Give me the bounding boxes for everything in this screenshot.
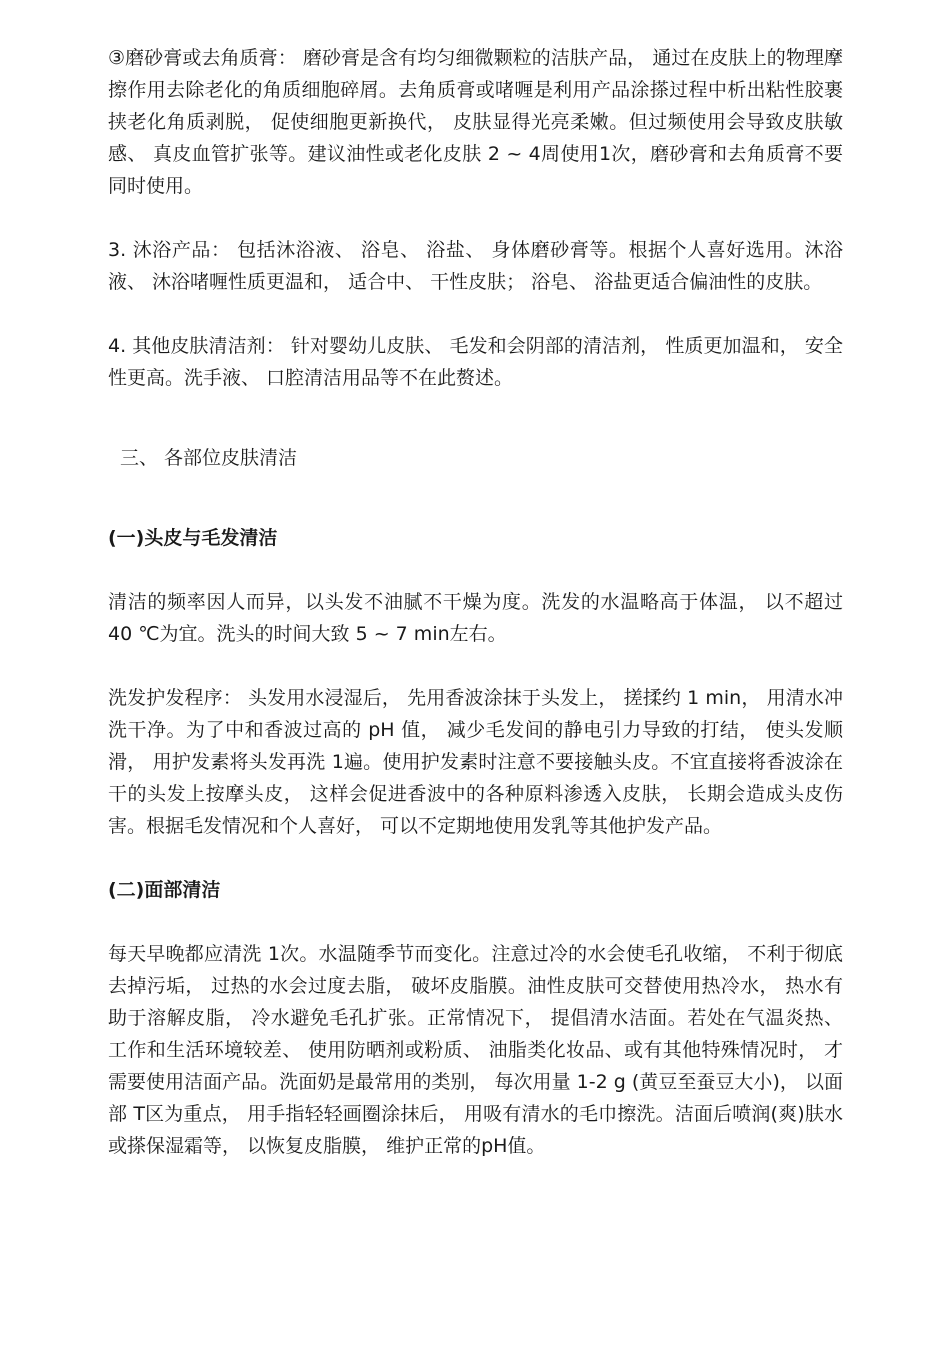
paragraph-bath-products: 3. 沐浴产品： 包括沐浴液、 浴皂、 浴盐、 身体磨砂膏等。根据个人喜好选用。沐浴液、 沐浴啫喱性质更温和， 适合中、 干性皮肤； 浴皂、 浴盐更适合偏油性的皮肤。 [108, 239, 843, 293]
paragraph-scrub: ③磨砂膏或去角质膏： 磨砂膏是含有均匀细微颗粒的洁肤产品， 通过在皮肤上的物理摩擦作用去除老化的角质细胞碎屑。去角质膏或啫喱是利用产品涂搽过程中析出粘性胶裹挟老化角质剥脱， 促使细胞更新换代， 皮肤显得光亮柔嫩。但过频使用会导致皮肤敏感、 真皮血管扩张等。建议油性或老化皮肤 2 ~ 4周使用1次，磨砂膏和去角质膏不要同时使用。 [108, 47, 843, 197]
heading-scalp-hair: (一)头皮与毛发清洁 [108, 527, 278, 549]
heading-face: (二)面部清洁 [108, 879, 221, 901]
paragraph-face-cleansing: 每天早晚都应清洗 1次。水温随季节而变化。注意过冷的水会使毛孔收缩， 不利于彻底去掉污垢， 过热的水会过度去脂， 破坏皮脂膜。油性皮肤可交替使用热冷水， 热水有助于溶解皮脂， 冷水避免毛孔扩张。正常情况下， 提倡清水洁面。若处在气温炎热、 工作和生活环境较差、 使用防晒剂或粉质、 油脂类化妆品、或有其他特殊情况时， 才需要使用洁面产品。洗面奶是最常用的类别， 每次用量 1-2 g (黄豆至蚕豆大小)， 以面部 T区为重点， 用手指轻轻画圈涂抹后， 用吸有清水的毛巾擦洗。洁面后喷润(爽)肤水或搽保湿霜等， 以恢复皮脂膜， 维护正常的pH值。 [108, 943, 843, 1157]
document-page [108, 42, 843, 1162]
paragraph-scalp-frequency: 清洁的频率因人而异，以头发不油腻不干燥为度。洗发的水温略高于体温， 以不超过 40 ℃为宜。洗头的时间大致 5 ~ 7 min左右。 [108, 591, 843, 645]
paragraph-scalp-procedure: 洗发护发程序： 头发用水浸湿后， 先用香波涂抹于头发上， 搓揉约 1 min， 用清水冲洗干净。为了中和香波过高的 pH 值， 减少毛发间的静电引力导致的打结， 使头发顺滑， 用护发素将头发再洗 1遍。使用护发素时注意不要接触头皮。不宜直接将香波涂在干的头发上按摩头皮， 这样会促进香波中的各种原料渗透入皮肤， 长期会造成头皮伤害。根据毛发情况和个人喜好， 可以不定期地使用发乳等其他护发产品。 [108, 687, 843, 837]
section-title: 三、 各部位皮肤清洁 [120, 447, 298, 469]
paragraph-other-cleansers: 4. 其他皮肤清洁剂： 针对婴幼儿皮肤、 毛发和会阴部的清洁剂， 性质更加温和， 安全性更高。洗手液、 口腔清洁用品等不在此赘述。 [108, 335, 843, 389]
